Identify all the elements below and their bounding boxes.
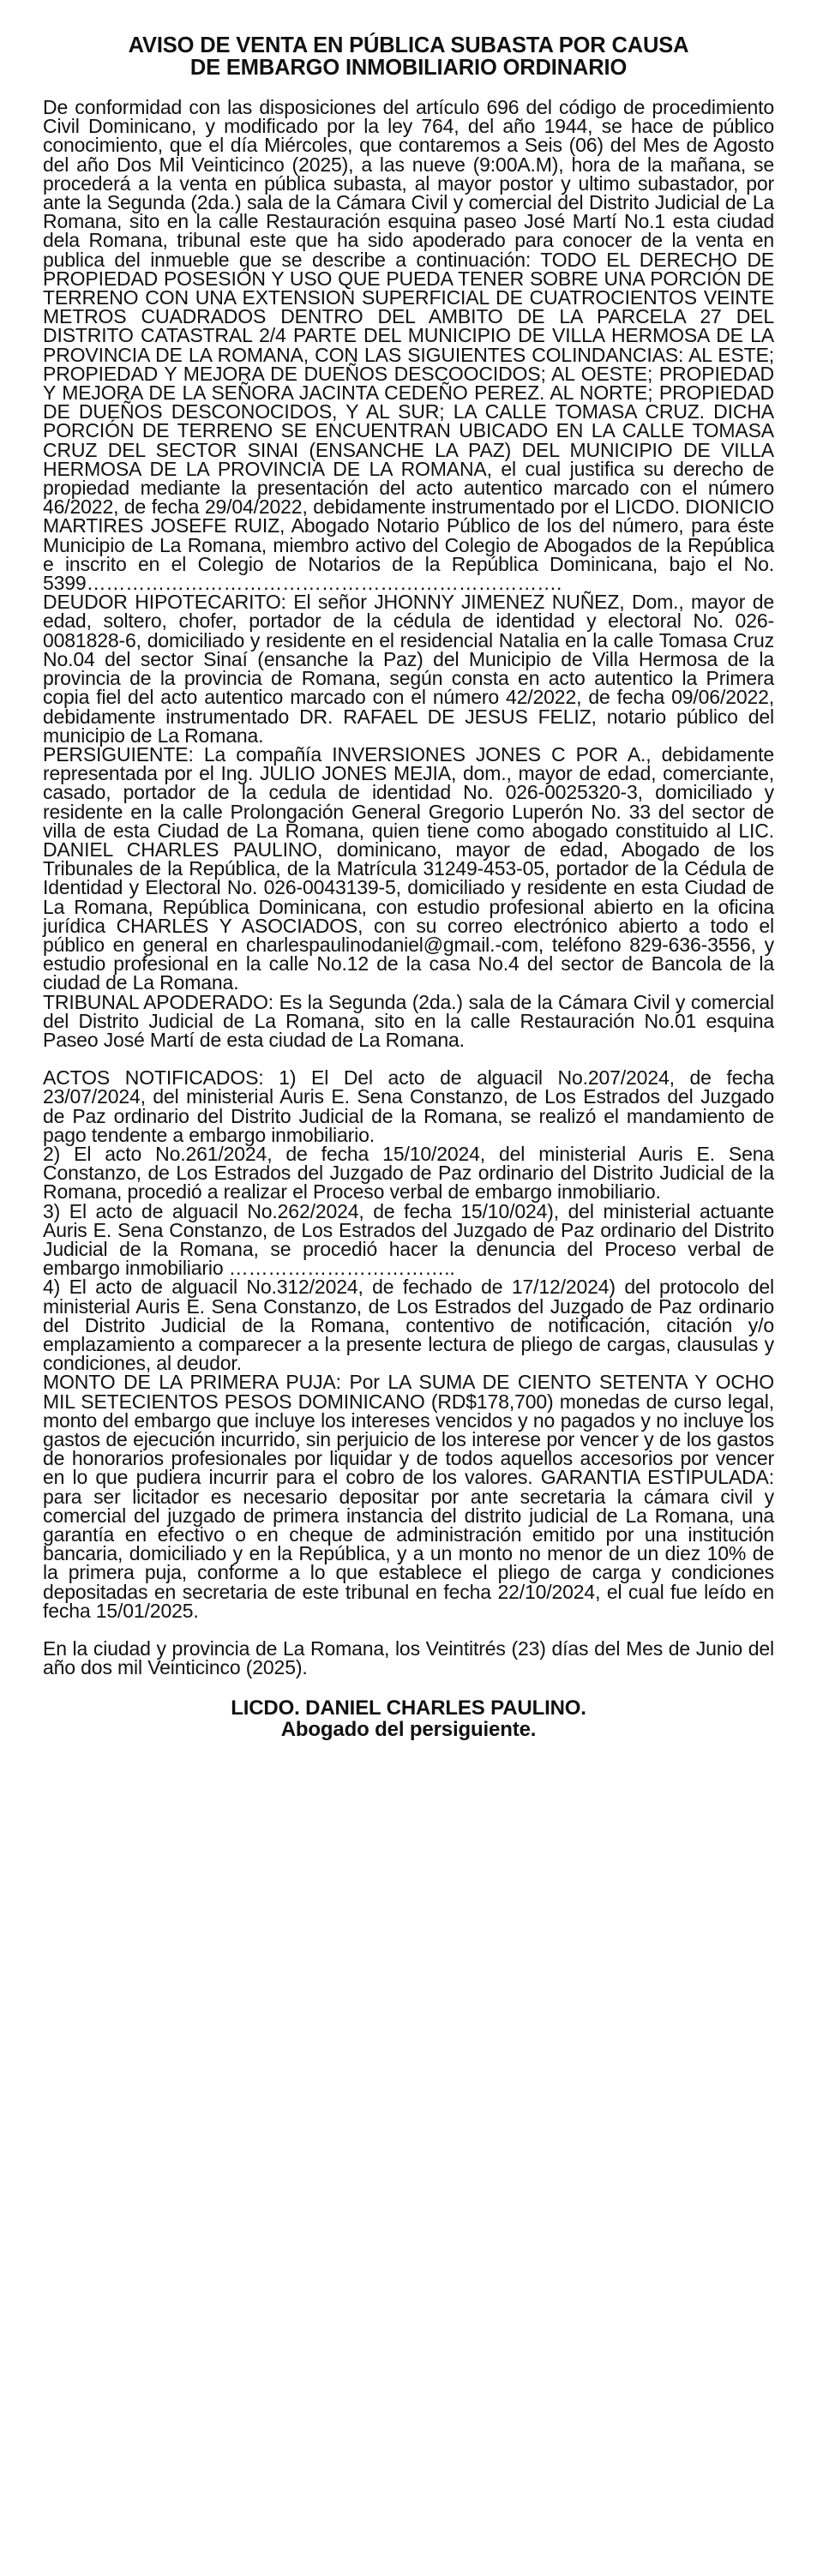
signature-block [43, 1697, 774, 1740]
paragraph-spacer [43, 1049, 774, 1068]
pursuer-paragraph: PERSIGUIENTE: La compañía INVERSIONES JONES C POR A., debidamente representada por el Ing. JULIO JONES MEJIA, dom., mayor de edad, comerciante, casado, portador de la cedula de identidad No. 026-0025320-3, domiciliado y residente en la calle Prolongación General Gregorio Luperón No. 33 del sector de villa de esta Ciudad de La Romana, quien tiene como abogado constituido al LIC. DANIEL CHARLES PAULINO, dominicano, mayor de edad, Abogado de los Tribunales de la República, de la Matrícula 31249-453-05, portador de la Cédula de Identidad y Electoral No. 026-0043139-5, domiciliado y residente en esta Ciudad de La Romana, República Dominicana, con estudio profesional abierto en la oficina jurídica CHARLES Y ASOCIADOS, con su correo electrónico abierto a todo el público en general en charlespaulinodaniel@gmail.-com, teléfono 829-636-3556, y estudio profesional en la calle No.12 de la casa No.4 del sector de Bancola de la ciudad de La Romana. [43, 742, 774, 994]
acts-paragraph-1: ACTOS NOTIFICADOS: 1) El Del acto de alguacil No.207/2024, de fecha 23/07/2024, del ministerial Auris E. Sena Constanzo, de Los Estrados del Juzgado de Paz ordinario del Distrito Judicial de la Romana, se realizó el mandamiento de pago tendente a embargo inmobiliario. [43, 1066, 774, 1146]
acts-paragraph-3: 3) El acto de alguacil No.262/2024, de fecha 15/10/024), del ministerial actuante Auris E. Sena Constanzo, de Los Estrados del Juzgado de Paz ordinario del Distrito Judicial de la Romana, se procedió hacer la denuncia del Proceso verbal de embargo inmobiliario …………………………….. [43, 1199, 774, 1280]
court-paragraph: TRIBUNAL APODERADO: Es la Segunda (2da.) sala de la Cámara Civil y comercial del Distrito Judicial de La Romana, sito en la calle Restauración No.01 esquina Paseo José Martí de esta ciudad de La Romana. [43, 990, 774, 1051]
intro-paragraph: De conformidad con las disposiciones del artículo 696 del código de procedimiento Civil Dominicano, y modificado por la ley 764, del año 1944, se hace de público conocimiento, que el día Miércoles, que contaremos a Seis (06) del Mes de Agosto del año Dos Mil Veinticinco (2025), a las nueve (9:00A.M), hora de la mañana, se procederá a la venta en pública subasta, al mayor postor y ultimo subastador, por ante la Segunda (2da.) sala de la Cámara Civil y comercial del Distrito Judicial de La Romana, sito en la calle Restauración esquina paseo José Martí No.1 esta ciudad dela Romana, tribunal este que ha sido apoderado para conocer de la venta en publica del inmueble que se describe a continuación: TODO EL DERECHO DE PROPIEDAD POSESIÓN Y USO QUE PUEDA TENER SOBRE UNA PORCIÓN DE TERRENO CON UNA EXTENSION SUPERFICIAL DE CUATROCIENTOS VEINTE METROS CUADRADOS DENTRO DEL AMBITO DE LA PARCELA 27 DEL DISTRITO CATASTRAL 2/4 PARTE DEL MUNICIPIO DE VILLA HERMOSA DE LA PROVINCIA DE LA ROMANA, CON LAS SIGUIENTES COLINDANCIAS: AL ESTE; PROPIEDAD Y MEJORA DE DUEÑOS DESCOOCIDOS; AL OESTE; PROPIEDAD Y MEJORA DE LA SEÑORA JACINTA CEDEÑO PEREZ. AL NORTE; PROPIEDAD DE DUEÑOS DESCONOCIDOS, Y AL SUR; LA CALLE TOMASA CRUZ. DICHA PORCIÓN DE TERRENO SE ENCUENTRAN UBICADO EN LA CALLE TOMASA CRUZ DEL SECTOR SINAI (ENSANCHE LA PAZ) DEL MUNICIPIO DE VILLA HERMOSA DE LA PROVINCIA DE LA ROMANA, el cual justifica su derecho de propiedad mediante la presentación del acto autentico marcado con el número 46/2022, de fecha 29/04/2022, debidamente instrumentado por el LICDO. DIONICIO MARTIRES JOSEFE RUIZ, Abogado Notario Público de los del número, para éste Municipio de La Romana, miembro activo del Colegio de Abogados de la República e inscrito en el Colegio de Notarios de la República Dominicana, bajo el No. 5399………………………………………………………………. [43, 96, 774, 595]
notice-title [43, 34, 774, 79]
bid-amount-paragraph: MONTO DE LA PRIMERA PUJA: Por LA SUMA DE CIENTO SETENTA Y OCHO MIL SETECIENTOS PESOS DOMINICANO (RD$178,700) monedas de curso legal, monto del embargo que incluye los intereses vencidos y no pagados y no incluye los gastos de ejecución incurrido, sin perjuicio de los interese por vencer y de los gastos de honorarios profesionales por liquidar y de todos aquellos accesorios por vencer en lo que pudiera incurrir para el cobro de los valores. GARANTIA ESTIPULADA: para ser licitador es necesario depositar por ante secretaria la cámara civil y comercial del juzgado de primera instancia del distrito judicial de La Romana, una garantía en efectivo o en cheque de administración emitido por una institución bancaria, domiciliado y en la República, y a un monto no menor de un diez 10% de la primera puja, conforme a lo que establece el pliego de carga y condiciones depositadas en secretaria de este tribunal en fecha 22/10/2024, el cual fue leído en fecha 15/01/2025. [43, 1371, 774, 1622]
acts-paragraph-2: 2) El acto No.261/2024, de fecha 15/10/2024, del ministerial Auris E. Sena Constanzo, de Los Estrados del Juzgado de Paz ordinario del Distrito Judicial de la Romana, procedió a realizar el Proceso verbal de embargo inmobiliario. [43, 1142, 774, 1204]
signature-role: Abogado del persiguiente. [280, 1718, 537, 1742]
acts-paragraph-4: 4) El acto de alguacil No.312/2024, de fechado de 17/12/2024) del protocolo del ministerial Auris E. Sena Constanzo, de Los Estrados del Juzgado de Paz ordinario del Distrito Judicial de la Romana, contentivo de notificación, citación y/o emplazamiento a comparecer a la presente lectura de pliego de cargas, clausulas y condiciones, al deudor. [43, 1276, 774, 1375]
legal-notice [43, 34, 774, 1740]
signature-name: LICDO. DANIEL CHARLES PAULINO. [231, 1696, 586, 1720]
notice-title-line-2: DE EMBARGO INMOBILIARIO ORDINARIO [189, 56, 628, 80]
date-paragraph: En la ciudad y provincia de La Romana, los Veintitrés (23) días del Mes de Junio del año dos mil Veinticinco (2025). [43, 1637, 774, 1679]
debtor-paragraph: DEUDOR HIPOTECARITO: El señor JHONNY JIMENEZ NUÑEZ, Dom., mayor de edad, soltero, chofer, portador de la cédula de identidad y electoral No. 026-0081828-6, domiciliado y residente en el residencial Natalia en la calle Tomasa Cruz No.04 del sector Sinaí (ensanche la Paz) del Municipio de Villa Hermosa de la provincia de la provincia de Romana, según consta en acto autentico la Primera copia fiel del acto autentico marcado con el número 42/2022, de fecha 09/06/2022, debidamente instrumentado DR. RAFAEL DE JESUS FELIZ, notario público del municipio de La Romana. [43, 591, 774, 747]
notice-title-line-1: AVISO DE VENTA EN PÚBLICA SUBASTA POR CAUSA [128, 33, 689, 57]
paragraph-spacer [43, 1620, 774, 1639]
